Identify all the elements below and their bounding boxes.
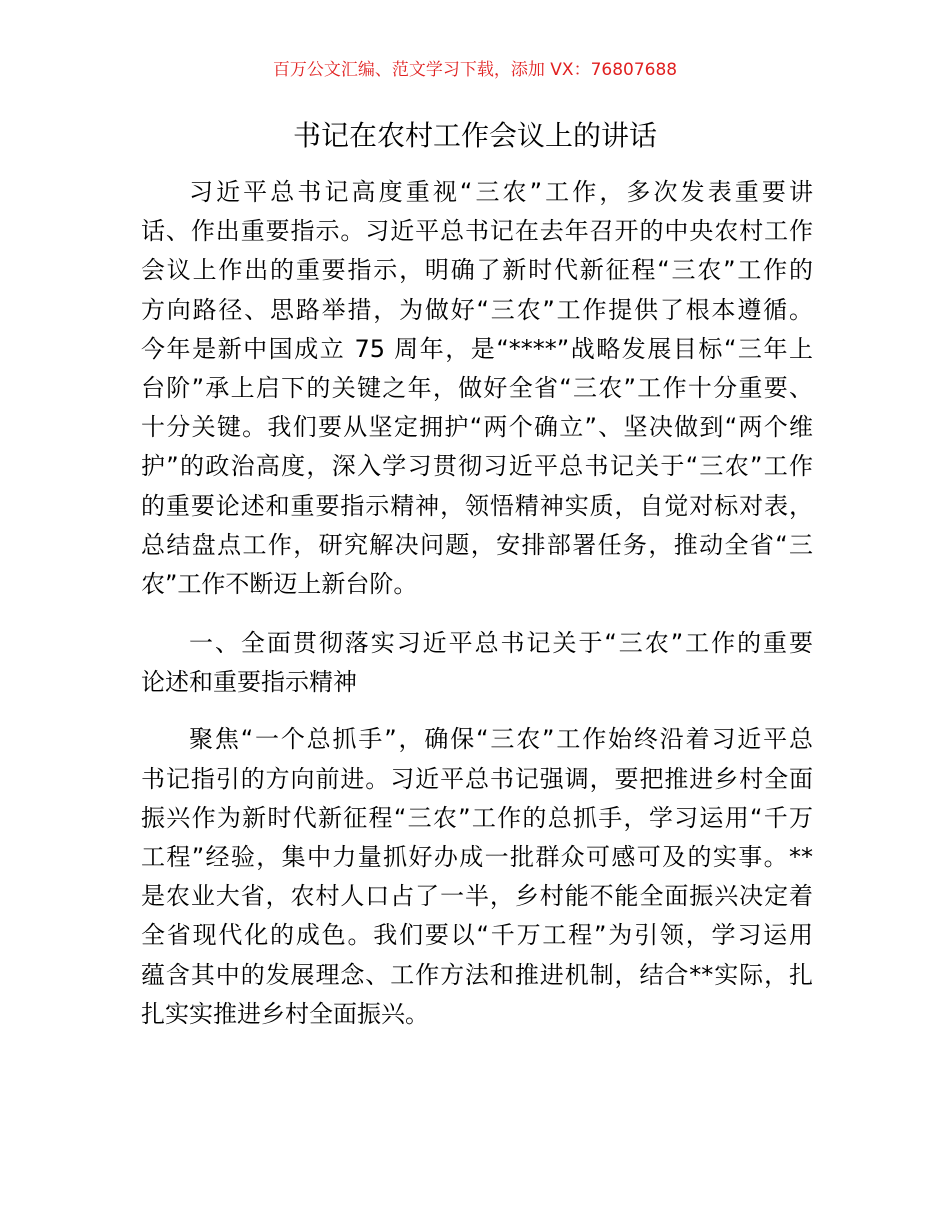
paragraph-line: 十分关键。我们要从坚定拥护“两个确立”、坚决做到“两个维 <box>141 413 813 442</box>
paragraph-line: 农”工作不断迈上新台阶。 <box>141 569 418 598</box>
paragraph-line: 方向路径、思路举措，为做好“三农”工作提供了根本遵循。 <box>141 295 813 324</box>
paragraph-line: 振兴作为新时代新征程“三农”工作的总抓手，学习运用“千万 <box>141 803 813 832</box>
page-title: 书记在农村工作会议上的讲话 <box>292 119 657 152</box>
paragraph-line: 聚焦“一个总抓手”，确保“三农”工作始终沿着习近平总 <box>189 725 813 754</box>
paragraph-line: 是农业大省，农村人口占了一半，乡村能不能全面振兴决定着 <box>141 882 813 911</box>
paragraph-line: 习近平总书记高度重视“三农”工作，多次发表重要讲 <box>189 178 813 206</box>
paragraph-line: 扎实实推进乡村全面振兴。 <box>141 999 429 1028</box>
section-heading-1 <box>141 624 813 702</box>
paragraph-line: 台阶”承上启下的关键之年，做好全省“三农”工作十分重要、 <box>141 373 813 402</box>
paragraph-line: 的重要论述和重要指示精神，领悟精神实质，自觉对标对表， <box>141 491 813 520</box>
paragraph-line: 全省现代化的成色。我们要以“千万工程”为引领，学习运用 <box>141 921 813 950</box>
paragraph-line: 今年是新中国成立 75 周年，是“****”战略发展目标“三年上 <box>141 334 813 363</box>
paragraph-line: 会议上作出的重要指示，明确了新时代新征程“三农”工作的 <box>141 256 813 285</box>
paragraph-line: 蕴含其中的发展理念、工作方法和推进机制，结合**实际，扎 <box>141 960 813 989</box>
paragraph-line: 话、作出重要指示。习近平总书记在去年召开的中央农村工作 <box>141 217 813 246</box>
paragraph-line: 书记指引的方向前进。习近平总书记强调，要把推进乡村全面 <box>141 764 813 793</box>
heading-line: 论述和重要指示精神 <box>141 668 357 697</box>
document-body <box>141 173 813 1034</box>
paragraph-line: 工程”经验，集中力量抓好办成一批群众可感可及的实事。** <box>141 843 813 871</box>
paragraph-focus <box>141 720 813 1034</box>
paragraph-line: 总结盘点工作，研究解决问题，安排部署任务，推动全省“三 <box>141 530 813 559</box>
watermark-banner: 百万公文汇编、范文学习下载，添加 VX：76807688 <box>272 60 678 80</box>
heading-line: 一、全面贯彻落实习近平总书记关于“三农”工作的重要 <box>189 629 813 658</box>
paragraph-intro <box>141 173 813 604</box>
paragraph-line: 护”的政治高度，深入学习贯彻习近平总书记关于“三农”工作 <box>141 452 813 481</box>
